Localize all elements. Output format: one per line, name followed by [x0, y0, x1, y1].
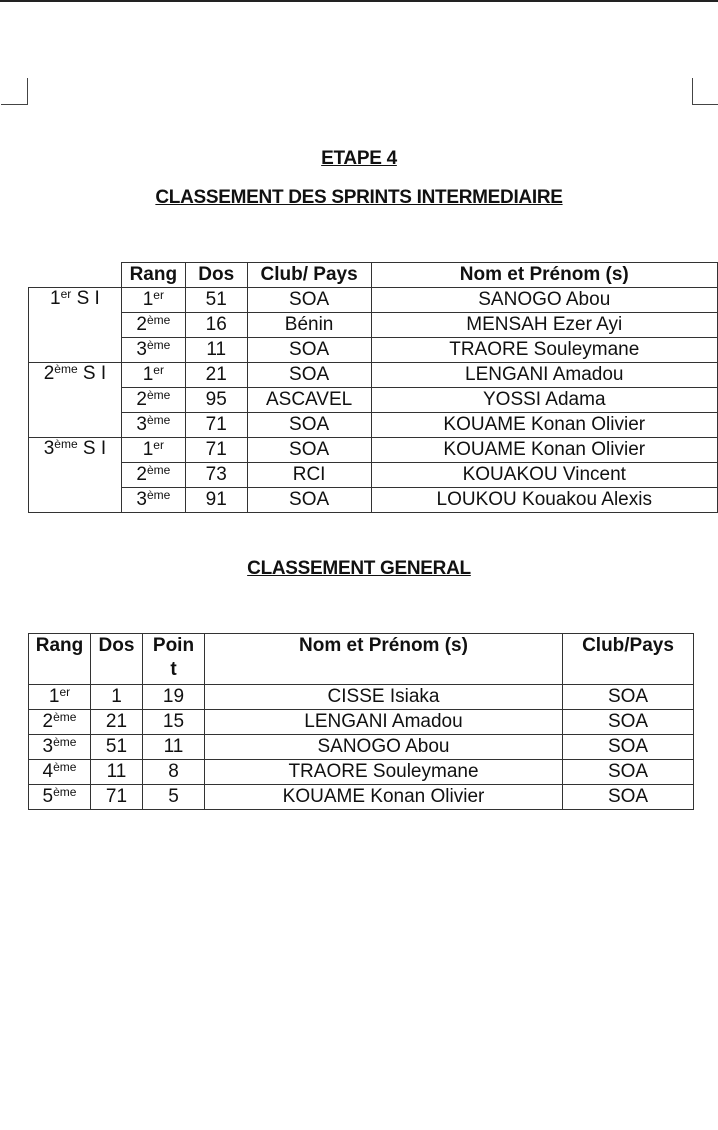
group-number: 2 [43, 363, 55, 384]
rank-number: 3 [136, 489, 147, 510]
general-header-point [143, 634, 205, 685]
rank-cell [121, 338, 185, 363]
dos-cell: 21 [91, 710, 143, 735]
group-suffix: er [60, 287, 72, 301]
rank-suffix: ème [53, 760, 77, 774]
general-header-name: Nom et Prénom (s) [205, 634, 563, 685]
name-cell: SANOGO Abou [371, 288, 717, 313]
dos-cell: 71 [185, 413, 247, 438]
crop-mark-left [1, 78, 28, 105]
name-cell: KOUAKOU Vincent [371, 463, 717, 488]
general-header-point-line1: Poin [152, 635, 195, 656]
rank-number: 1 [142, 364, 154, 385]
general-header-club: Club/Pays [563, 634, 694, 685]
group-label-text: S I [76, 288, 100, 309]
general-header-dos: Dos [91, 634, 143, 685]
club-cell: SOA [247, 438, 371, 463]
general-header-rang: Rang [29, 634, 91, 685]
sprint-section-title: CLASSEMENT DES SPRINTS INTERMEDIAIRE [155, 187, 563, 208]
general-row [29, 710, 694, 735]
club-cell: RCI [247, 463, 371, 488]
club-cell: Bénin [247, 313, 371, 338]
general-table-body [29, 685, 694, 810]
name-cell: TRAORE Souleymane [371, 338, 717, 363]
club-cell: SOA [247, 363, 371, 388]
rank-cell [29, 760, 91, 785]
rank-cell [121, 388, 185, 413]
club-cell: SOA [247, 288, 371, 313]
sprint-table-body [29, 288, 718, 513]
rank-cell [121, 438, 185, 463]
rank-cell [29, 735, 91, 760]
rank-number: 1 [48, 686, 60, 707]
sprint-header-dos: Dos [185, 263, 247, 288]
club-cell: SOA [563, 710, 694, 735]
stage-title: ETAPE 4 [321, 148, 397, 169]
sprint-header-row [29, 263, 718, 288]
rank-cell [121, 288, 185, 313]
rank-suffix: ème [146, 413, 171, 427]
dos-cell: 21 [185, 363, 247, 388]
club-cell: SOA [563, 760, 694, 785]
rank-suffix: er [59, 685, 71, 699]
dos-cell: 73 [185, 463, 247, 488]
sprint-row [29, 413, 718, 438]
name-cell: KOUAME Konan Olivier [371, 438, 717, 463]
sprint-header-club: Club/ Pays [247, 263, 371, 288]
sprint-group-label [29, 438, 122, 513]
rank-number: 1 [142, 439, 154, 460]
name-cell: SANOGO Abou [205, 735, 563, 760]
crop-mark-right [692, 78, 718, 105]
sprint-header-rang: Rang [121, 263, 185, 288]
rank-cell [121, 413, 185, 438]
dos-cell: 71 [91, 785, 143, 810]
rank-suffix: ème [53, 710, 77, 724]
rank-cell [29, 785, 91, 810]
sprint-row [29, 288, 718, 313]
club-cell: ASCAVEL [247, 388, 371, 413]
club-cell: SOA [563, 685, 694, 710]
club-cell: SOA [563, 785, 694, 810]
dos-cell: 51 [185, 288, 247, 313]
points-cell: 5 [143, 785, 205, 810]
page-top-border [0, 0, 718, 2]
sprint-row [29, 338, 718, 363]
rank-suffix: ème [146, 313, 171, 327]
name-cell: TRAORE Souleymane [205, 760, 563, 785]
sprint-header-blank [29, 263, 122, 288]
name-cell: LENGANI Amadou [205, 710, 563, 735]
rank-number: 4 [42, 761, 54, 782]
name-cell: YOSSI Adama [371, 388, 717, 413]
rank-number: 3 [136, 414, 147, 435]
rank-number: 3 [42, 736, 54, 757]
sprint-group-label [29, 363, 122, 438]
dos-cell: 16 [185, 313, 247, 338]
name-cell: LOUKOU Kouakou Alexis [371, 488, 717, 513]
group-label-text: S I [82, 363, 107, 384]
rank-number: 3 [136, 339, 147, 360]
group-number: 1 [50, 288, 61, 309]
sprint-row [29, 363, 718, 388]
rank-number: 2 [136, 314, 147, 335]
sprint-ranking-table [28, 262, 718, 513]
dos-cell: 95 [185, 388, 247, 413]
group-label-text: S I [82, 438, 107, 459]
points-cell: 11 [143, 735, 205, 760]
rank-suffix: ème [146, 488, 171, 502]
rank-number: 2 [42, 711, 54, 732]
dos-cell: 71 [185, 438, 247, 463]
points-cell: 19 [143, 685, 205, 710]
name-cell: KOUAME Konan Olivier [371, 413, 717, 438]
sprint-header-name: Nom et Prénom (s) [371, 263, 717, 288]
general-ranking-table [28, 633, 694, 810]
general-row [29, 785, 694, 810]
general-header-row [29, 634, 694, 685]
general-row [29, 760, 694, 785]
club-cell: SOA [247, 488, 371, 513]
general-row [29, 685, 694, 710]
group-suffix: ème [54, 437, 78, 451]
rank-cell [121, 313, 185, 338]
group-suffix: ème [54, 362, 78, 376]
general-row [29, 735, 694, 760]
sprint-row [29, 388, 718, 413]
name-cell: MENSAH Ezer Ayi [371, 313, 717, 338]
rank-cell [121, 463, 185, 488]
rank-suffix: ème [53, 785, 77, 799]
rank-suffix: ème [146, 388, 171, 402]
rank-cell [29, 710, 91, 735]
name-cell: LENGANI Amadou [371, 363, 717, 388]
rank-suffix: er [153, 438, 164, 452]
general-section-title: CLASSEMENT GENERAL [247, 558, 471, 579]
dos-cell: 91 [185, 488, 247, 513]
dos-cell: 51 [91, 735, 143, 760]
sprint-row [29, 438, 718, 463]
points-cell: 15 [143, 710, 205, 735]
rank-number: 5 [42, 786, 54, 807]
club-cell: SOA [563, 735, 694, 760]
rank-suffix: er [153, 288, 164, 302]
rank-number: 1 [142, 289, 154, 310]
rank-suffix: ème [53, 735, 77, 749]
dos-cell: 1 [91, 685, 143, 710]
rank-cell [121, 488, 185, 513]
rank-suffix: ème [146, 338, 171, 352]
name-cell: CISSE Isiaka [205, 685, 563, 710]
rank-suffix: er [153, 363, 164, 377]
club-cell: SOA [247, 413, 371, 438]
sprint-row [29, 488, 718, 513]
sprint-row [29, 313, 718, 338]
rank-number: 2 [136, 464, 147, 485]
general-header-point-line2: t [170, 659, 177, 680]
rank-cell [29, 685, 91, 710]
dos-cell: 11 [185, 338, 247, 363]
rank-suffix: ème [146, 463, 171, 477]
club-cell: SOA [247, 338, 371, 363]
name-cell: KOUAME Konan Olivier [205, 785, 563, 810]
dos-cell: 11 [91, 760, 143, 785]
sprint-group-label [29, 288, 122, 363]
rank-number: 2 [136, 389, 147, 410]
rank-cell [121, 363, 185, 388]
sprint-row [29, 463, 718, 488]
group-number: 3 [43, 438, 55, 459]
points-cell: 8 [143, 760, 205, 785]
